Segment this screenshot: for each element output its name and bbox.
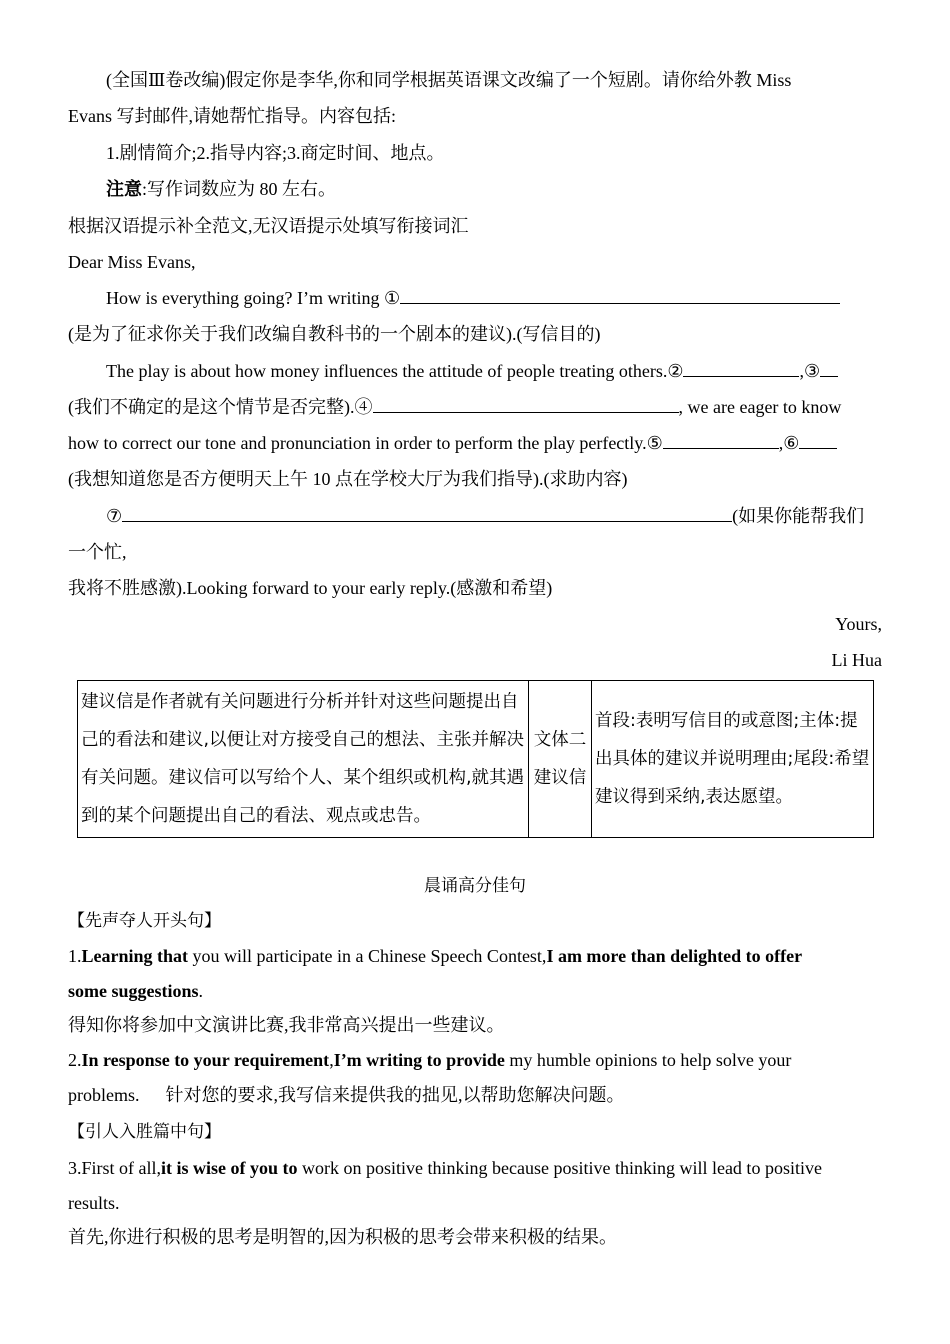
blank-6[interactable] (799, 431, 837, 449)
letter-p3 (68, 431, 837, 455)
s3-text-1: work on positive thinking because positive thinking will lead to positive (297, 1158, 822, 1178)
p3-sep: ,⑥ (778, 433, 800, 453)
blank-5[interactable] (663, 431, 779, 449)
s3-bold-1: it is wise of you to (161, 1158, 298, 1178)
note-label: 注意 (106, 179, 142, 200)
table-row (78, 681, 874, 838)
sentence-1 (68, 944, 802, 968)
task-instruction: 根据汉语提示补全范文,无汉语提示处填写衔接词汇 (68, 216, 469, 236)
s1-text-1: you will participate in a Chinese Speech Contest, (188, 946, 547, 966)
s2-comma: , (329, 1050, 334, 1070)
s1-bold-2: I am more than delighted to offer (546, 946, 803, 966)
letter-p2-line2 (68, 395, 841, 419)
blank-4[interactable] (373, 395, 679, 413)
letter-type-table (77, 680, 874, 838)
p4-start: ⑦ (106, 506, 123, 526)
s1-bold-3: some suggestions (68, 981, 199, 1001)
s1-bold-1: Learning that (81, 946, 189, 966)
s2-bold-2: I’m writing to provide (333, 1050, 505, 1070)
section-title: 晨诵高分佳句 (424, 876, 526, 896)
opening-header: 【先声夺人开头句】 (68, 911, 221, 931)
blank-2[interactable] (683, 359, 799, 377)
task-note (106, 177, 336, 202)
s1-num: 1. (68, 946, 82, 966)
p2-hint: (我们不确定的是这个情节是否完整).④ (68, 397, 373, 417)
s2-text-1: my humble opinions to help solve your (504, 1050, 792, 1070)
type-cell: 文体二建议信 (529, 681, 592, 838)
s3-num: 3.First of all, (68, 1158, 161, 1178)
note-text: :写作词数应为 80 左右。 (142, 179, 337, 199)
letter-p3-hint: (我想知道您是否方便明天上午 10 点在学校大厅为我们指导).(求助内容) (68, 469, 628, 489)
structure-cell: 首段:表明写信目的或意图;主体:提出具体的建议并说明理由;尾段:希望建议得到采纳,表达愿望。 (592, 681, 874, 838)
letter-p1 (106, 286, 840, 310)
sentence-1-cont (68, 979, 203, 1003)
p2-cont: , we are eager to know (678, 397, 842, 417)
blank-7[interactable] (122, 504, 732, 522)
s2-text-2: problems. (68, 1085, 140, 1105)
sentence-3-cont: results. (68, 1193, 120, 1213)
middle-header: 【引人入胜篇中句】 (68, 1122, 221, 1142)
sentence-3 (68, 1156, 822, 1180)
letter-p5: 我将不胜感激).Looking forward to your early reply.(感激和希望) (68, 578, 553, 598)
task-intro-line2: Evans 写封邮件,请她帮忙指导。内容包括: (68, 106, 396, 126)
letter-closing: Yours, (835, 614, 882, 634)
letter-p4 (106, 504, 864, 528)
letter-signature: Li Hua (831, 650, 882, 670)
sentence-2 (68, 1048, 791, 1072)
blank-3[interactable] (820, 359, 838, 377)
s2-bold-1: In response to your requirement (81, 1050, 330, 1070)
letter-p2 (106, 359, 838, 383)
s2-num: 2. (68, 1050, 82, 1070)
letter-greeting: Dear Miss Evans, (68, 252, 196, 272)
sentence-1-cn: 得知你将参加中文演讲比赛,我非常高兴提出一些建议。 (68, 1015, 505, 1035)
p1-start: How is everything going? I’m writing ① (106, 288, 401, 308)
task-points: 1.剧情简介;2.指导内容;3.商定时间、地点。 (106, 143, 445, 163)
p2-sep: ,③ (799, 361, 821, 381)
s2-cn: 针对您的要求,我写信来提供我的拙见,以帮助您解决问题。 (165, 1085, 625, 1105)
definition-cell: 建议信是作者就有关问题进行分析并针对这些问题提出自己的看法和建议,以便让对方接受自己的想法、主张并解决有关问题。建议信可以写给个人、某个组织或机构,就其遇到的某个问题提出自己的看法、观点或忠告。 (78, 681, 529, 838)
p2-start: The play is about how money influences the attitude of people treating others.② (106, 361, 684, 381)
letter-p4-hint2: 一个忙, (68, 542, 127, 562)
p4-hint: (如果你能帮我们 (732, 506, 865, 526)
letter-p1-hint: (是为了征求你关于我们改编自教科书的一个剧本的建议).(写信目的) (68, 324, 601, 344)
p3-line: how to correct our tone and pronunciation in order to perform the play perfectly.⑤ (68, 433, 663, 453)
task-intro-line1: (全国Ⅲ卷改编)假定你是李华,你和同学根据英语课文改编了一个短剧。请你给外教 Miss (106, 70, 792, 90)
sentence-3-cn: 首先,你进行积极的思考是明智的,因为积极的思考会带来积极的结果。 (68, 1227, 617, 1247)
s1-end: . (198, 981, 204, 1001)
sentence-2-cont (68, 1083, 625, 1107)
blank-1[interactable] (400, 286, 840, 304)
